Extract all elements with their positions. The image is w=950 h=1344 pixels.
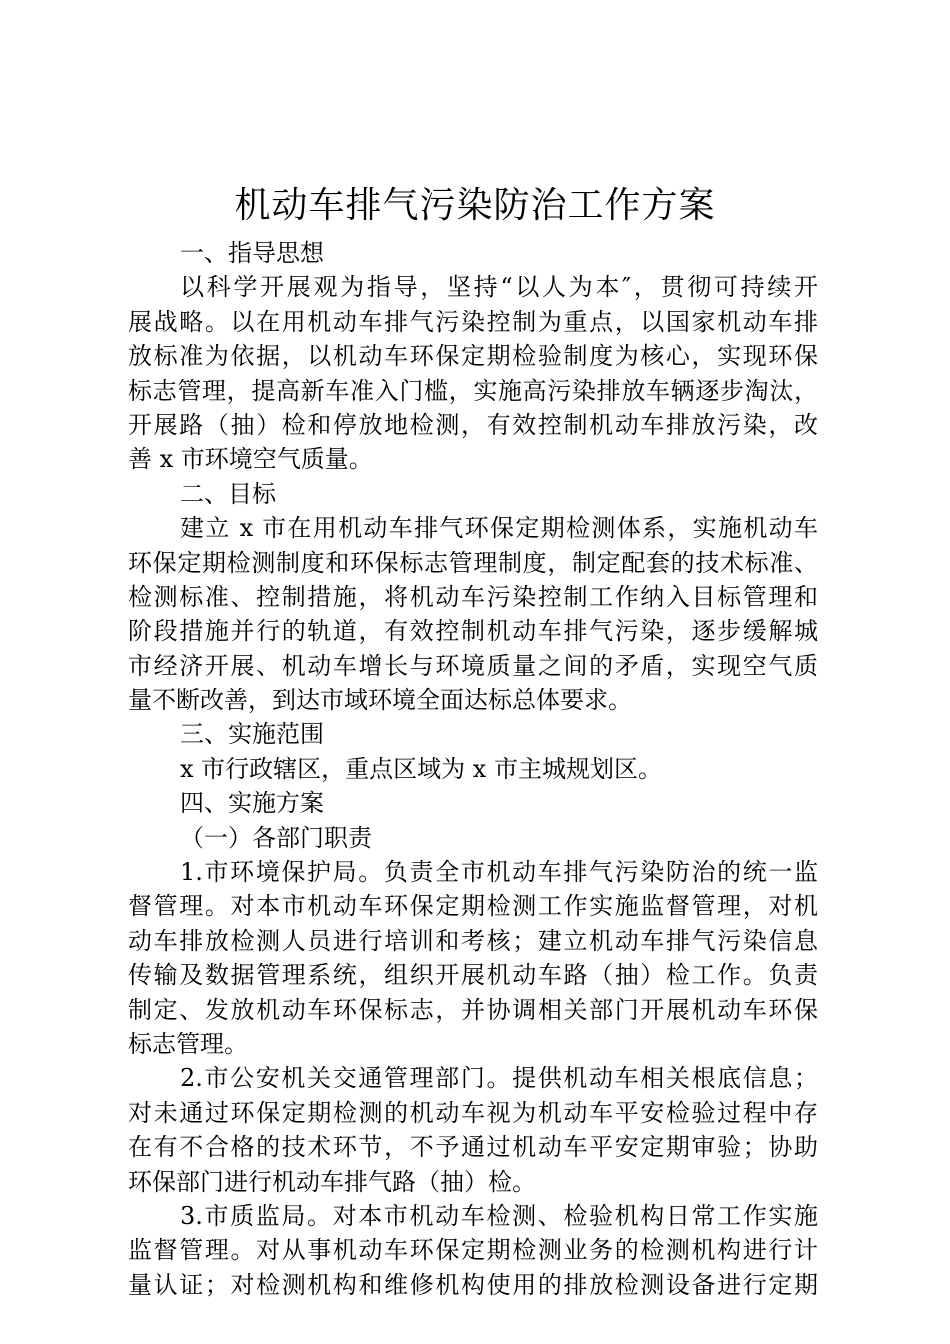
text-line: 阶段措施并行的轨道，有效控制机动车排气污染，逐步缓解城 [128,617,818,646]
document-title: 机动车排气污染防治工作方案 [234,185,716,226]
text-line: 动车排放检测人员进行培训和考核；建立机动车排气污染信息 [128,926,818,955]
text-line: 量认证；对检测机构和维修机构使用的排放检测设备进行定期 [128,1270,818,1299]
text-line: 标志管理。 [128,1029,248,1058]
text-line: 监督管理。对从事机动车环保定期检测业务的检测机构进行计 [128,1236,818,1265]
text-line: 开展路（抽）检和停放地检测，有效控制机动车排放污染，改 [128,410,818,439]
text-line: 环保部门进行机动车排气路（抽）检。 [128,1167,536,1196]
text-line: 标志管理，提高新车准入门槛，实施高污染排放车辆逐步淘汰， [128,376,818,405]
text-line: 四、实施方案 [180,789,324,818]
text-line: 展战略。以在用机动车排气污染控制为重点，以国家机动车排 [128,307,818,336]
text-line: 督管理。对本市机动车环保定期检测工作实施监督管理，对机 [128,892,818,921]
text-line: 量不断改善，到达市域环境全面达标总体要求。 [128,686,632,715]
text-line: 以科学开展观为指导，坚持“以人为本″，贯彻可持续开 [180,273,818,302]
text-line: 放标准为依据，以机动车环保定期检验制度为核心，实现环保 [128,342,818,371]
text-line: 环保定期检测制度和环保标志管理制度，制定配套的技术标准、 [128,548,818,577]
text-line: x 市行政辖区，重点区域为 x 市主城规划区。 [180,754,662,783]
text-line: 二、目标 [180,479,276,508]
text-line: 三、实施范围 [180,720,324,749]
text-line: 在有不合格的技术环节，不予通过机动车平安定期审验；协助 [128,1133,818,1162]
text-line: 2.市公安机关交通管理部门。提供机动车相关根底信息； [180,1064,818,1093]
text-line: 对未通过环保定期检测的机动车视为机动车平安检验过程中存 [128,1098,818,1127]
document-body [128,236,818,1302]
text-line: 市经济开展、机动车增长与环境质量之间的矛盾，实现空气质 [128,651,818,680]
text-line: 1.市环境保护局。负责全市机动车排气污染防治的统一监 [180,858,818,887]
text-line: 一、指导思想 [180,239,324,267]
text-line: 制定、发放机动车环保标志，并协调相关部门开展机动车环保 [128,995,818,1024]
text-line: 3.市质监局。对本市机动车检测、检验机构日常工作实施 [180,1201,818,1230]
text-line: 建立 x 市在用机动车排气环保定期检测体系，实施机动车 [180,514,818,543]
text-line: 善 x 市环境空气质量。 [128,445,373,474]
text-line: 传输及数据管理系统，组织开展机动车路（抽）检工作。负责 [128,961,818,990]
text-line: 检测标准、控制措施，将机动车污染控制工作纳入目标管理和 [128,582,818,611]
text-line: （一）各部门职责 [180,823,372,852]
